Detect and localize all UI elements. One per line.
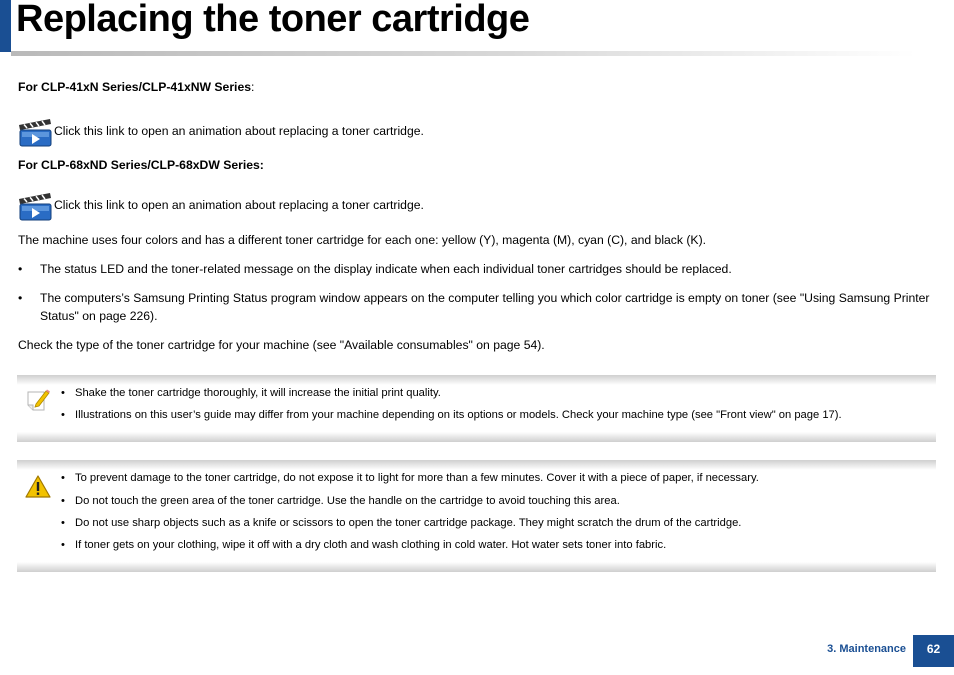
intro-paragraph: The machine uses four colors and has a different toner cartridge for each one: yellow (Y), magenta (M), cyan (C), and black (K). — [18, 233, 707, 247]
animation-clapper-icon[interactable] — [18, 117, 52, 147]
bullet-dot: • — [61, 517, 65, 529]
page-title: Replacing the toner cartridge — [16, 0, 530, 40]
caution-item-text: Do not touch the green area of the toner cartridge. Use the handle on the cartridge to avoid touching this area. — [75, 495, 620, 507]
caution-box — [17, 460, 936, 572]
note-pencil-icon — [25, 388, 51, 414]
caution-box-top-shade — [17, 460, 936, 470]
section1-heading-text: For CLP-41xN Series/CLP-41xNW Series — [18, 80, 252, 94]
check-type-paragraph: Check the type of the toner cartridge for your machine (see "Available consumables" on page 54). — [18, 338, 545, 352]
caution-item-text: If toner gets on your clothing, wipe it off with a dry cloth and wash clothing in cold water. Hot water sets toner into fabric. — [75, 539, 667, 551]
section1-heading-colon: : — [251, 80, 255, 94]
bullet-dot: • — [18, 262, 23, 276]
caution-box-bottom-shade — [17, 562, 936, 572]
bullet-dot: • — [18, 291, 23, 305]
section2-heading: For CLP-68xND Series/CLP-68xDW Series: — [18, 158, 264, 172]
animation-clapper-icon[interactable] — [18, 191, 52, 221]
bullet-dot: • — [61, 539, 65, 551]
section2-animation-link[interactable]: Click this link to open an animation about replacing a toner cartridge. — [54, 198, 424, 212]
bullet-dot: • — [61, 387, 65, 399]
note-box-top-shade — [17, 375, 936, 385]
note-box-bottom-shade — [17, 432, 936, 442]
title-accent-bar — [0, 0, 11, 52]
list-item-text: The computers’s Samsung Printing Status program window appears on the computer telling you which color cartridge is empty on toner (see "Using Samsung Printer Status" on page 226). — [40, 291, 930, 323]
list-item-text: The status LED and the toner-related message on the display indicate when each individual toner cartridges should be replaced. — [40, 262, 732, 276]
bullet-dot: • — [61, 495, 65, 507]
caution-item-text: Do not use sharp objects such as a knife or scissors to open the toner cartridge package. They might scratch the drum of the cartridge. — [75, 517, 742, 529]
footer-chapter: 3. Maintenance — [827, 643, 906, 655]
note-box — [17, 375, 936, 442]
note-item-text: Shake the toner cartridge thoroughly, it will increase the initial print quality. — [75, 387, 441, 399]
caution-item-text: To prevent damage to the toner cartridge, do not expose it to light for more than a few minutes. Cover it with a piece of paper, if necessary. — [75, 472, 759, 484]
bullet-dot: • — [61, 472, 65, 484]
warning-triangle-icon — [25, 474, 51, 500]
page-number: 62 — [913, 635, 954, 667]
section1-animation-link[interactable]: Click this link to open an animation about replacing a toner cartridge. — [54, 124, 424, 138]
title-underline — [11, 51, 916, 56]
bullet-dot: • — [61, 409, 65, 421]
note-item-text: Illustrations on this user’s guide may differ from your machine depending on its options or models. Check your machine type (see "Front view" on page 17). — [75, 409, 842, 421]
section1-heading — [18, 79, 254, 96]
